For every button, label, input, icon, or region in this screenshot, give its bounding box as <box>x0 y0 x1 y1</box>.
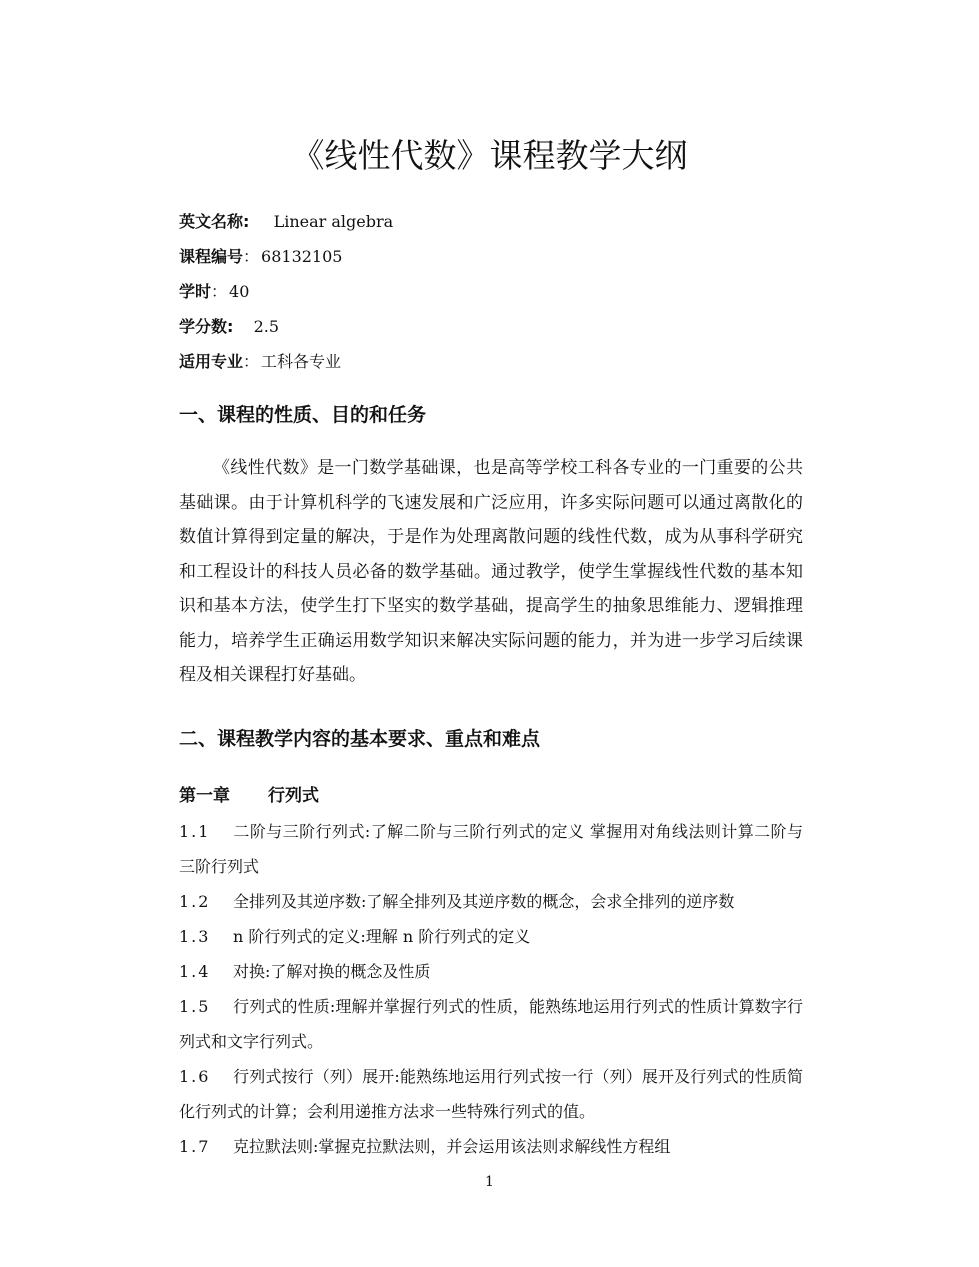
list-item <box>179 954 803 989</box>
meta-key: 学时 <box>179 282 212 301</box>
meta-value: 68132105 <box>261 247 343 266</box>
item-number: 1.6 <box>179 1067 211 1086</box>
item-number: 1.1 <box>179 822 211 841</box>
meta-value: 2.5 <box>253 317 280 336</box>
meta-colon: ： <box>243 247 260 266</box>
item-number: 1.7 <box>179 1137 211 1156</box>
list-item <box>179 1129 803 1164</box>
item-text: 行列式按行（列）展开:能熟练地运用行列式按一行（列）展开及行列式的性质简化行列式的计算；会利用递推方法求一些特殊行列式的值。 <box>179 1067 803 1121</box>
item-number: 1.2 <box>179 892 211 911</box>
meta-credits <box>179 314 279 340</box>
item-text: 克拉默法则:掌握克拉默法则，并会运用该法则求解线性方程组 <box>233 1137 671 1156</box>
section-1-heading: 一、课程的性质、目的和任务 <box>179 404 427 426</box>
section-2-heading: 二、课程教学内容的基本要求、重点和难点 <box>179 728 541 750</box>
list-item <box>179 814 803 884</box>
item-text: 对换:了解对换的概念及性质 <box>233 962 431 981</box>
chapter-title: 行列式 <box>268 786 319 806</box>
chapter-heading <box>179 781 319 811</box>
page-number: 1 <box>485 1174 494 1190</box>
list-item <box>179 1059 803 1129</box>
item-text: n 阶行列式的定义:理解 n 阶行列式的定义 <box>233 927 531 946</box>
item-text: 行列式的性质:理解并掌握行列式的性质，能熟练地运用行列式的性质计算数字行列式和文字行列式。 <box>179 997 803 1051</box>
item-number: 1.3 <box>179 927 211 946</box>
item-text: 全排列及其逆序数:了解全排列及其逆序数的概念，会求全排列的逆序数 <box>233 892 735 911</box>
chapter-number: 第一章 <box>179 786 230 806</box>
meta-major <box>179 349 341 375</box>
list-item <box>179 919 803 954</box>
chapter-item-list <box>179 814 803 1164</box>
meta-key: 英文名称: <box>179 212 250 231</box>
item-number: 1.4 <box>179 962 211 981</box>
meta-key: 课程编号 <box>179 247 244 266</box>
meta-value: Linear algebra <box>273 212 394 231</box>
meta-colon: ： <box>211 282 228 301</box>
list-item <box>179 989 803 1059</box>
item-text: 二阶与三阶行列式:了解二阶与三阶行列式的定义 掌握用对角线法则计算二阶与三阶行列式 <box>179 822 803 876</box>
document-title: 《线性代数》课程教学大纲 <box>291 136 688 175</box>
section-1-paragraph: 《线性代数》是一门数学基础课，也是高等学校工科各专业的一门重要的公共基础课。由于计算机科学的飞速发展和广泛应用，许多实际问题可以通过离散化的数值计算得到定量的解决，于是作为处理离散问题的线性代数，成为从事科学研究和工程设计的科技人员必备的数学基础。通过教学，使学生掌握线性代数的基本知识和基本方法，使学生打下坚实的数学基础，提高学生的抽象思维能力、逻辑推理能力，培养学生正确运用数学知识来解决实际问题的能力，并为进一步学习后续课程及相关课程打好基础。 <box>179 458 803 685</box>
meta-course-code <box>179 244 342 270</box>
item-number: 1.5 <box>179 997 211 1016</box>
meta-value: 40 <box>229 282 250 301</box>
meta-key: 学分数: <box>179 317 234 336</box>
list-item <box>179 884 803 919</box>
meta-hours <box>179 279 249 305</box>
meta-value: 工科各专业 <box>261 352 342 371</box>
meta-colon: ： <box>243 352 260 371</box>
meta-key: 适用专业 <box>179 352 244 371</box>
meta-english-name <box>179 209 393 235</box>
